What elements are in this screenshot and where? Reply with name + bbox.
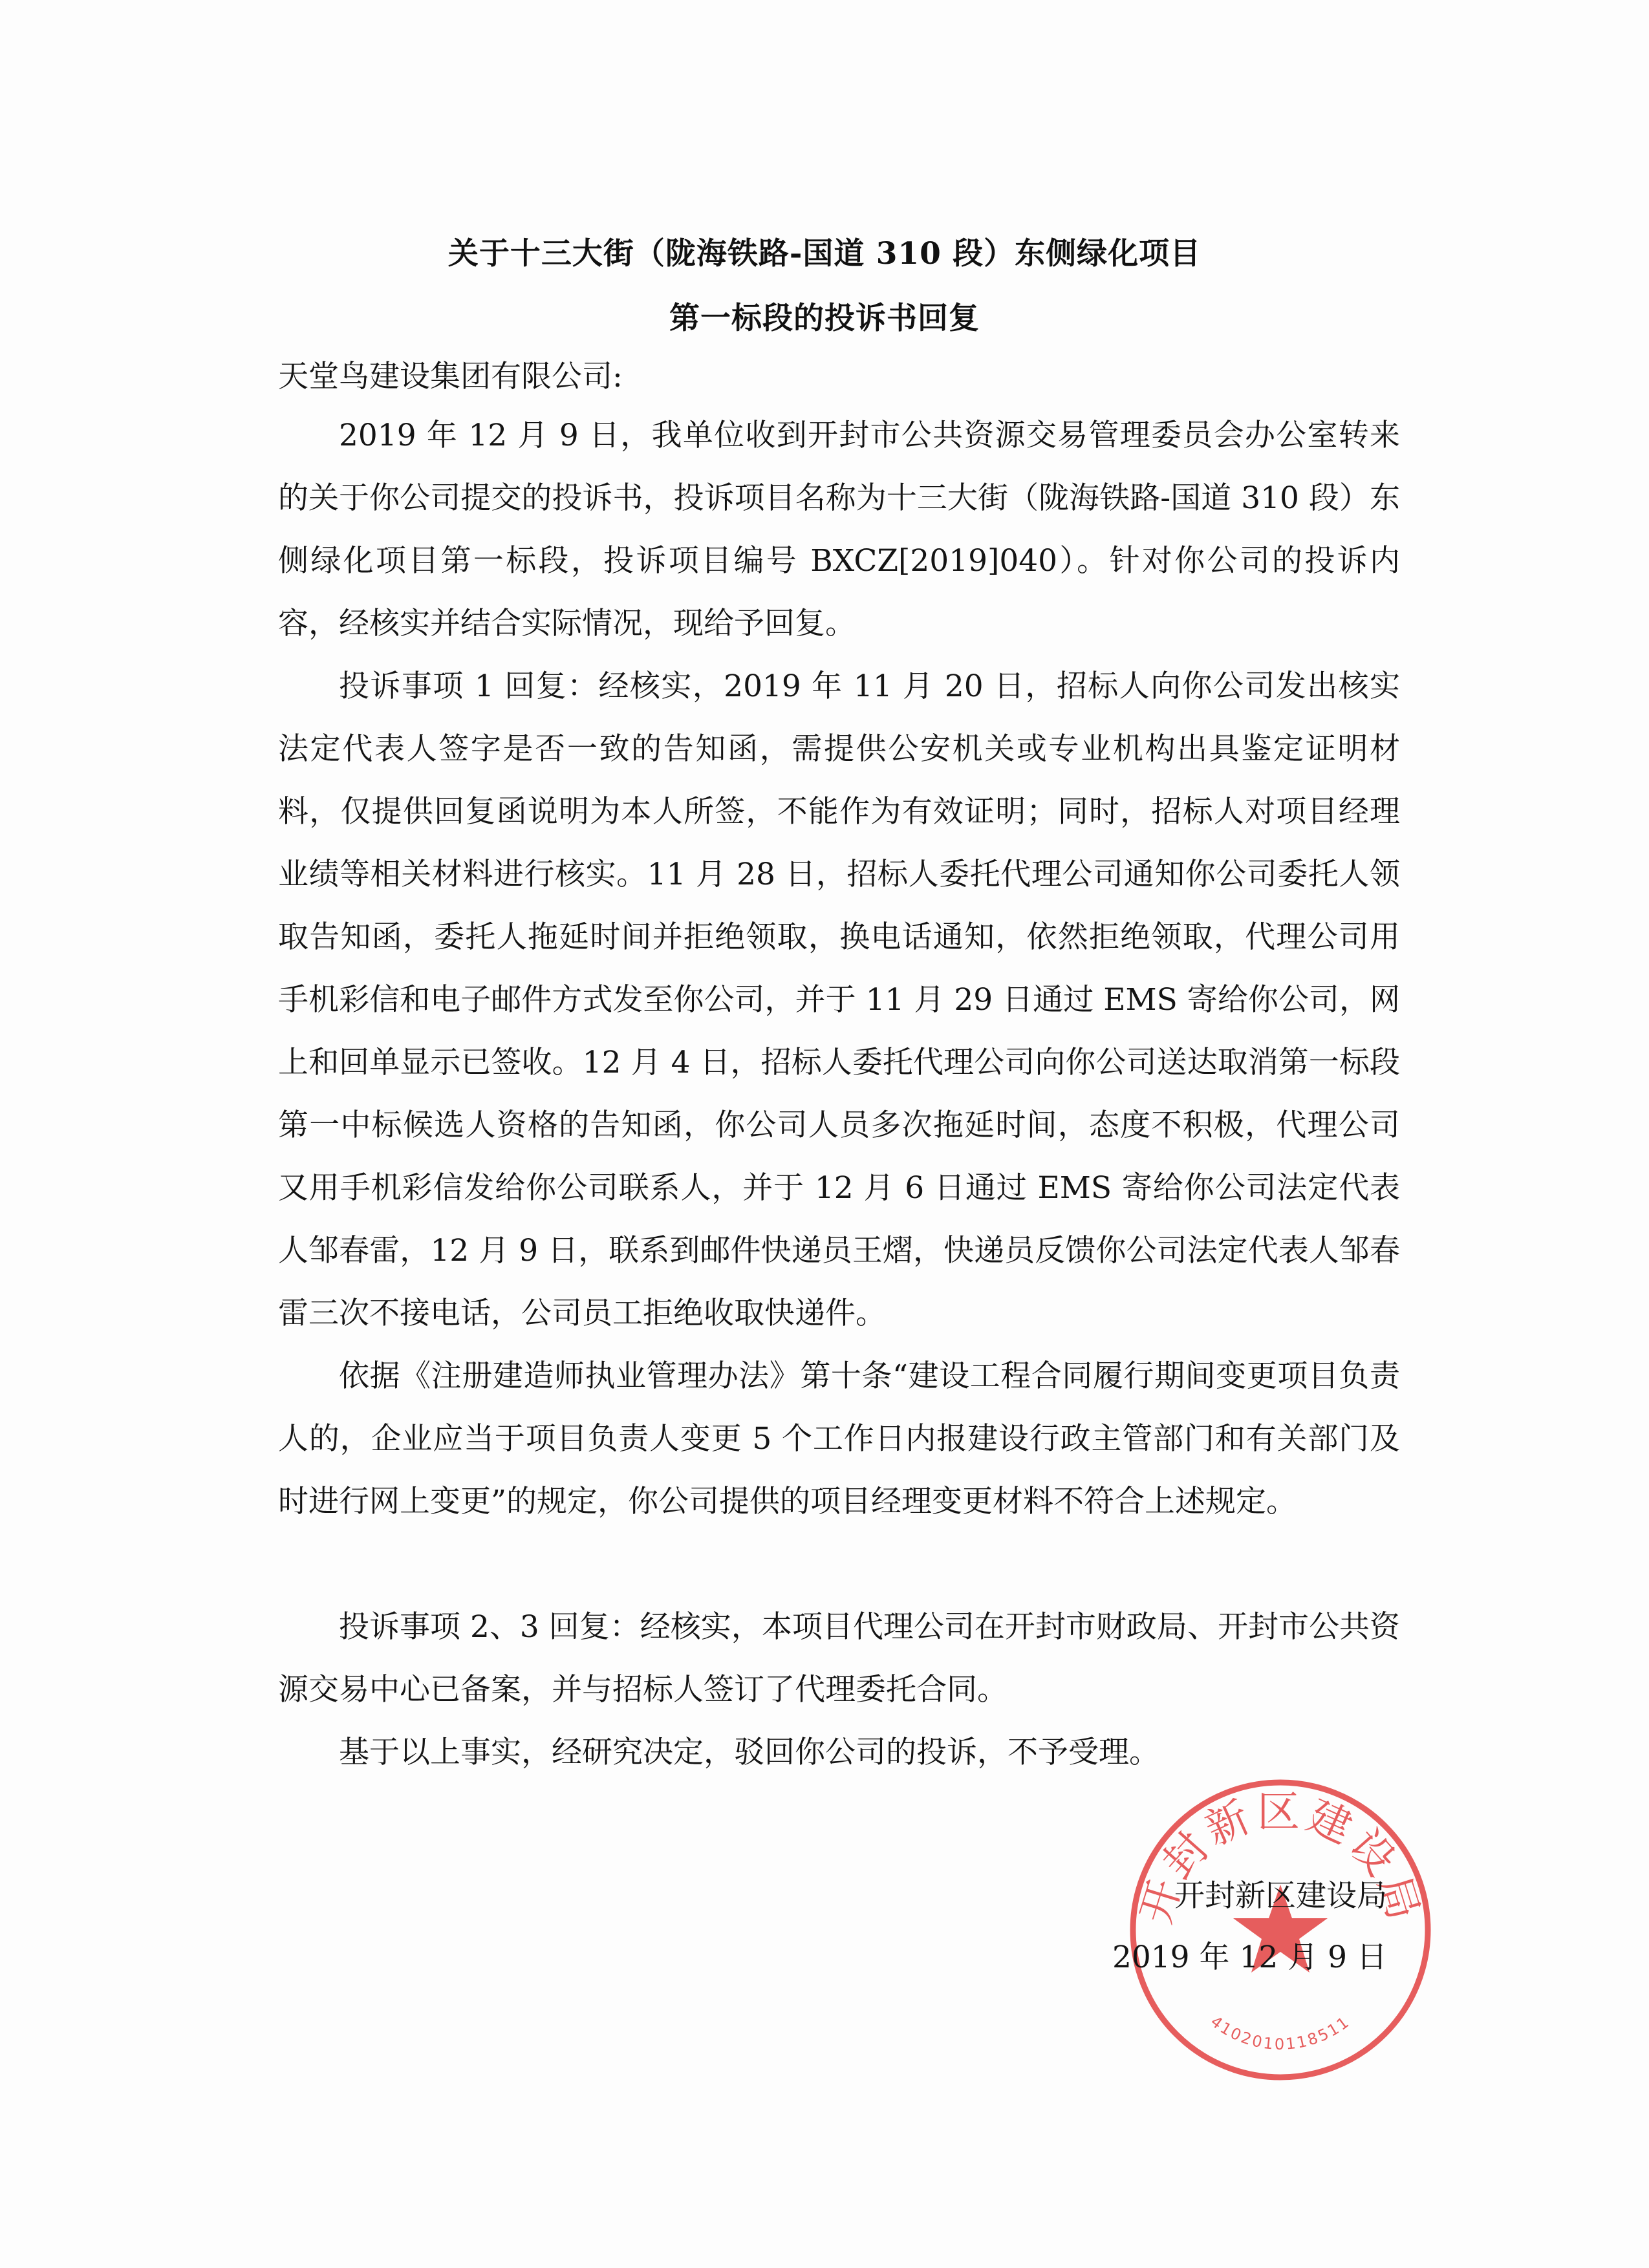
svg-text:开封新区建设局: 开封新区建设局 — [1130, 1787, 1430, 1929]
document-title-line2: 第一标段的投诉书回复 — [669, 301, 980, 336]
body-paragraph-1: 2019 年 12 月 9 日，我单位收到开封市公共资源交易管理委员会办公室转来的关于你公司提交的投诉书，投诉项目名称为十三大街（陇海铁路-国道 310 段）东侧绿化项目第一标段，投诉项目编号 BXCZ[2019]040）。针对你公司的投诉内容，经核实并结合实际情况，现给予回复。 — [278, 418, 1400, 641]
body-paragraph-5: 基于以上事实，经研究决定，驳回你公司的投诉，不予受理。 — [339, 1735, 1159, 1770]
official-seal — [1125, 1775, 1436, 2085]
body-paragraph-2: 投诉事项 1 回复：经核实，2019 年 11 月 20 日，招标人向你公司发出核实法定代表人签字是否一致的告知函，需提供公安机关或专业机构出具鉴定证明材料，仅提供回复函说明为本人所签，不能作为有效证明；同时，招标人对项目经理业绩等相关材料进行核实。11 月 28 日，招标人委托代理公司通知你公司委托人领取告知函，委托人拖延时间并拒绝领取，换电话通知，依然拒绝领取，代理公司用手机彩信和电子邮件方式发至你公司，并于 11 月 29 日通过 EMS 寄给你公司，网上和回单显示已签收。12 月 4 日，招标人委托代理公司向你公司送达取消第一标段第一中标候选人资格的告知函，你公司人员多次拖延时间，态度不积极，代理公司又用手机彩信发给你公司联系人，并于 12 月 6 日通过 EMS 寄给你公司法定代表人邹春雷，12 月 9 日，联系到邮件快递员王熠，快递员反馈你公司法定代表人邹春雷三次不接电话，公司员工拒绝收取快递件。 — [278, 669, 1400, 1331]
svg-text:4102010118511: 4102010118511 — [1207, 2012, 1354, 2053]
signature-organization: 开封新区建设局 — [1174, 1878, 1387, 1914]
signature-date: 2019 年 12 月 9 日 — [1112, 1940, 1387, 1975]
document-title-line1: 关于十三大街（陇海铁路-国道 310 段）东侧绿化项目 — [447, 236, 1202, 272]
body-paragraph-3: 依据《注册建造师执业管理办法》第十条“建设工程合同履行期间变更项目负责人的，企业应当于项目负责人变更 5 个工作日内报建设行政主管部门和有关部门及时进行网上变更”的规定，你公司提供的项目经理变更材料不符合上述规定。 — [278, 1358, 1400, 1519]
salutation: 天堂鸟建设集团有限公司: — [278, 359, 623, 394]
body-paragraph-4: 投诉事项 2、3 回复：经核实，本项目代理公司在开封市财政局、开封市公共资源交易中心已备案，并与招标人签订了代理委托合同。 — [278, 1609, 1400, 1707]
